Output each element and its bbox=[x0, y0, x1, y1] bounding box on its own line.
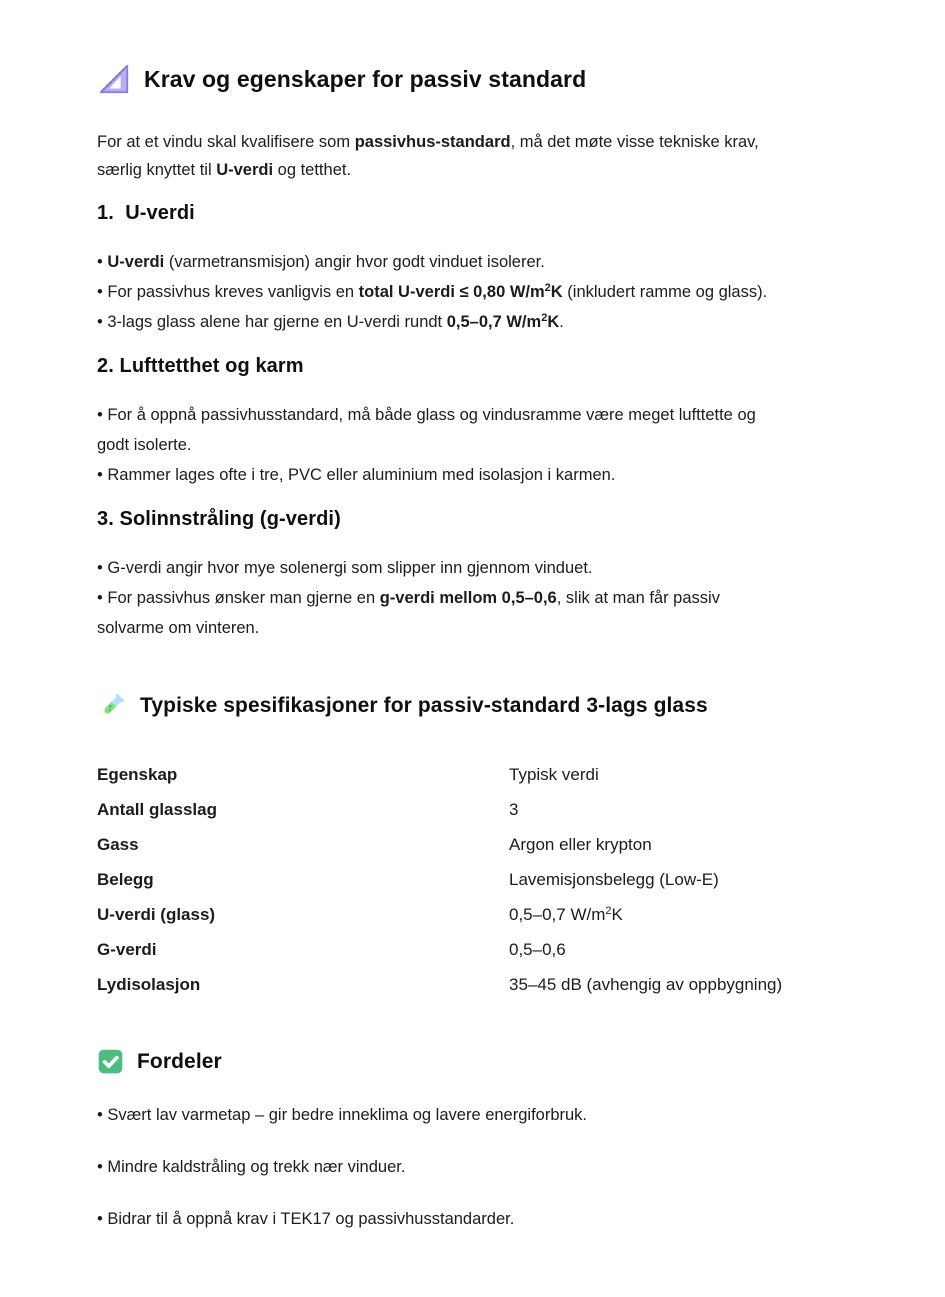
bullet-item: • For passivhus ønsker man gjerne en g-verdi mellom 0,5–0,6, slik at man får passiv solvarme om vinteren. bbox=[97, 589, 720, 637]
intro-paragraph: For at et vindu skal kvalifisere som passivhus-standard, må det møte visse tekniske krav, særlig knyttet til U-verdi og tetthet. bbox=[97, 133, 759, 179]
section-u-verdi bbox=[97, 202, 872, 337]
table-cell-value: Argon eller krypton bbox=[509, 834, 652, 854]
bullet-item: • Rammer lages ofte i tre, PVC eller aluminium med isolasjon i karmen. bbox=[97, 466, 616, 484]
benefit-item: • Mindre kaldstråling og trekk nær vinduer. bbox=[97, 1158, 406, 1176]
bullet-list bbox=[97, 400, 872, 490]
table-cell-label: G-verdi bbox=[97, 939, 157, 959]
table-cell-label: Belegg bbox=[97, 869, 154, 889]
benefits-heading: Fordeler bbox=[137, 1049, 222, 1073]
check-mark-icon bbox=[97, 1048, 124, 1075]
table-cell-label: Antall glasslag bbox=[97, 799, 217, 819]
page-title-row bbox=[97, 62, 872, 96]
table-cell-value: 0,5–0,6 bbox=[509, 939, 566, 959]
section-heading: 2. Lufttetthet og karm bbox=[97, 355, 304, 377]
benefits-heading-row bbox=[97, 1048, 872, 1075]
bullet-item: • For passivhus kreves vanligvis en total U-verdi ≤ 0,80 $W/m^2K$ (inkludert ramme og glass). bbox=[97, 282, 768, 301]
section-lufttetthet bbox=[97, 355, 872, 490]
benefit-item: • Bidrar til å oppnå krav i TEK17 og passivhusstandarder. bbox=[97, 1210, 515, 1228]
bullet-item: • G-verdi angir hvor mye solenergi som slipper inn gjennom vinduet. bbox=[97, 559, 593, 577]
bullet-list bbox=[97, 247, 872, 337]
table-header-row bbox=[97, 757, 872, 792]
test-tube-icon bbox=[97, 691, 127, 721]
bullet-item: • U-verdi (varmetransmisjon) angir hvor godt vinduet isolerer. bbox=[97, 253, 545, 271]
bullet-list bbox=[97, 553, 872, 643]
table-cell-value: Lavemisjonsbelegg (Low-E) bbox=[509, 869, 719, 889]
spec-heading: Typiske spesifikasjoner for passiv-standard 3-lags glass bbox=[140, 694, 708, 717]
table-cell-value: 35–45 dB (avhengig av oppbygning) bbox=[509, 974, 783, 994]
table-row bbox=[97, 827, 872, 862]
section-heading: 3. Solinnstråling (g-verdi) bbox=[97, 508, 341, 530]
table-row bbox=[97, 897, 872, 932]
benefit-item: • Svært lav varmetap – gir bedre inneklima og lavere energiforbruk. bbox=[97, 1106, 588, 1124]
benefits-list bbox=[97, 1101, 872, 1233]
section-heading: 1. U-verdi bbox=[97, 202, 195, 224]
table-cell-value: 0,5–0,7 $W/m^2K$ bbox=[509, 904, 623, 924]
table-row bbox=[97, 792, 872, 827]
triangular-ruler-icon bbox=[97, 62, 131, 96]
bullet-item: • For å oppnå passivhusstandard, må både glass og vindusramme være meget lufttette og godt isolerte. bbox=[97, 406, 756, 454]
table-row bbox=[97, 932, 872, 967]
spec-table bbox=[97, 757, 872, 1002]
table-cell-value: 3 bbox=[509, 799, 519, 819]
table-cell-label: Lydisolasjon bbox=[97, 974, 201, 994]
table-row bbox=[97, 862, 872, 897]
table-cell-label: U-verdi (glass) bbox=[97, 904, 216, 924]
table-header-egenskap: Egenskap bbox=[97, 764, 178, 784]
section-solinnstraling bbox=[97, 508, 872, 643]
table-cell-label: Gass bbox=[97, 834, 139, 854]
bullet-item: • 3-lags glass alene har gjerne en U-verdi rundt 0,5–0,7 $W/m^2K$. bbox=[97, 312, 564, 331]
table-row bbox=[97, 967, 872, 1002]
table-body bbox=[97, 792, 872, 1002]
page-title: Krav og egenskaper for passiv standard bbox=[144, 66, 587, 92]
table-header-typisk-verdi: Typisk verdi bbox=[509, 764, 599, 784]
spec-heading-row bbox=[97, 691, 872, 721]
